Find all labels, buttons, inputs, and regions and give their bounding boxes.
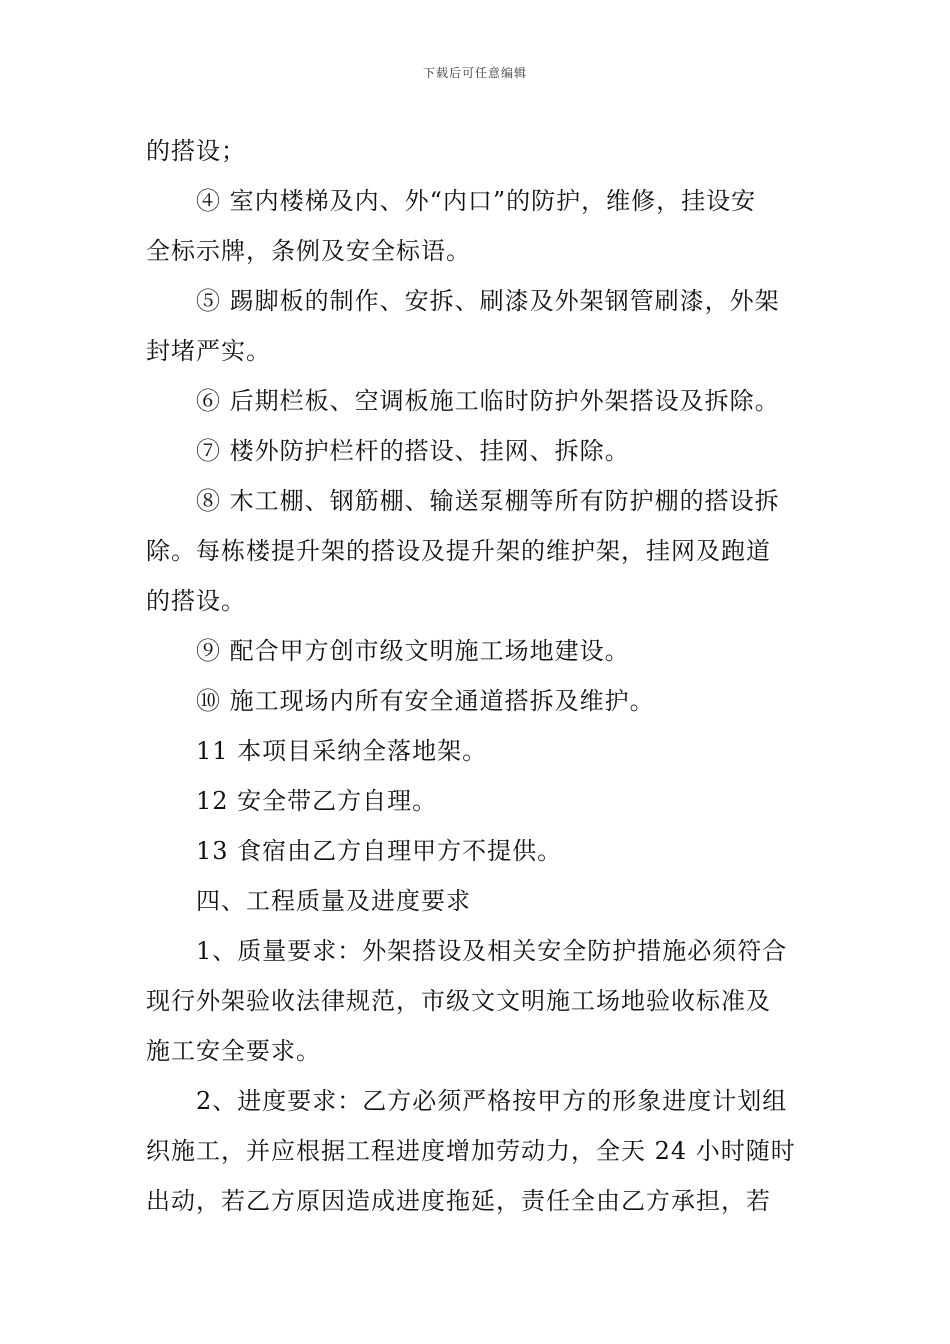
paragraph-line: 的搭设；: [146, 137, 246, 165]
paragraph-line: ⑩ 施工现场内所有安全通道搭拆及维护。: [196, 687, 655, 715]
paragraph-line: ⑥ 后期栏板、空调板施工临时防护外架搭设及拆除。: [196, 387, 780, 415]
paragraph-line: ⑨ 配合甲方创市级文明施工场地建设。: [196, 637, 630, 665]
paragraph-line: 1、质量要求：外架搭设及相关安全防护措施必须符合: [196, 937, 788, 965]
paragraph-line: 13 食宿由乙方自理甲方不提供。: [196, 837, 563, 865]
paragraph-line: 的搭设。: [146, 587, 246, 615]
paragraph-line: 12 安全带乙方自理。: [196, 787, 438, 815]
document-body: [146, 126, 806, 1226]
paragraph-line: ④ 室内楼梯及内、外“内口”的防护，维修，挂设安: [196, 187, 757, 215]
paragraph-line: 除。每栋楼提升架的搭设及提升架的维护架，挂网及跑道: [146, 537, 771, 565]
paragraph-line: ⑤ 踢脚板的制作、安拆、刷漆及外架钢管刷漆，外架: [196, 287, 780, 315]
page-header: 下载后可任意编辑: [422, 66, 527, 80]
paragraph-line: 现行外架验收法律规范，市级文文明施工场地验收标准及: [146, 987, 771, 1015]
paragraph-line: 全标示牌，条例及安全标语。: [146, 237, 471, 265]
paragraph-line: ⑦ 楼外防护栏杆的搭设、挂网、拆除。: [196, 437, 630, 465]
paragraph-line: 封堵严实。: [146, 337, 271, 365]
paragraph-line: 织施工，并应根据工程进度增加劳动力，全天 24 小时随时: [146, 1137, 796, 1165]
section-heading: 四、工程质量及进度要求: [196, 887, 471, 915]
paragraph-line: 施工安全要求。: [146, 1037, 321, 1065]
paragraph-line: ⑧ 木工棚、钢筋棚、输送泵棚等所有防护棚的搭设拆: [196, 487, 780, 515]
paragraph-line: 出动，若乙方原因造成进度拖延，责任全由乙方承担，若: [146, 1187, 771, 1215]
paragraph-line: 11 本项目采纳全落地架。: [196, 737, 488, 765]
paragraph-line: 2、进度要求：乙方必须严格按甲方的形象进度计划组: [196, 1087, 788, 1115]
